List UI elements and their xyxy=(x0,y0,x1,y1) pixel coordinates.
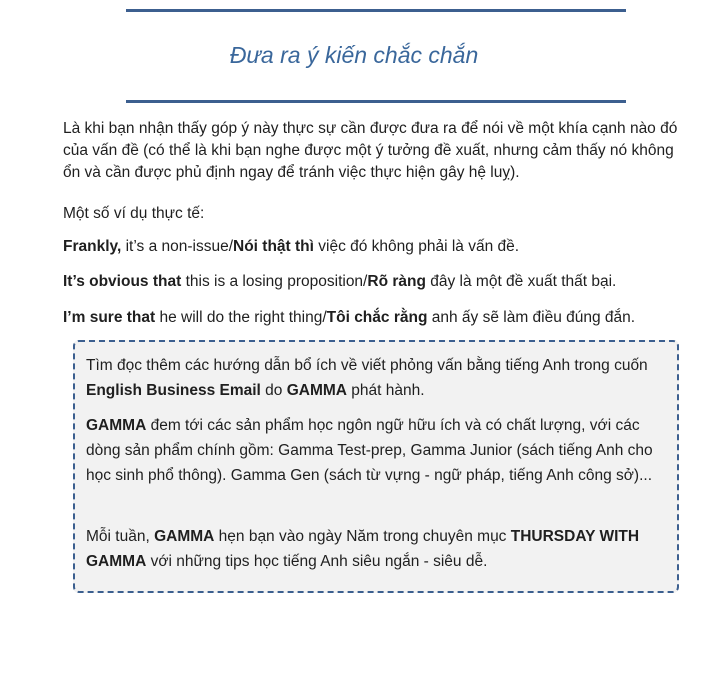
heading-bottom-rule xyxy=(126,100,626,103)
example-english-phrase: I’m sure that xyxy=(63,309,156,326)
section-heading: Đưa ra ý kiến chắc chắn xyxy=(229,42,479,68)
info-text: phát hành. xyxy=(347,382,425,399)
example-vietnamese-phrase: Nói thật thì xyxy=(233,238,314,255)
example-english-phrase: It’s obvious that xyxy=(63,273,182,290)
example-vietnamese-phrase: Tôi chắc rằng xyxy=(326,309,428,326)
example-sentence xyxy=(63,236,693,258)
book-title: English Business Email xyxy=(86,382,261,399)
example-vietnamese-phrase: Rõ ràng xyxy=(367,273,426,290)
example-sentence xyxy=(63,307,693,329)
info-text: hẹn bạn vào ngày Năm trong chuyên mục xyxy=(214,528,511,545)
example-vietnamese-text: việc đó không phải là vấn đề. xyxy=(313,238,520,255)
example-english-text: it’s a non-issue/ xyxy=(121,238,234,255)
info-paragraph-products xyxy=(86,413,668,488)
info-text: đem tới các sản phẩm học ngôn ngữ hữu ích và có chất lượng, với các dòng sản phẩm chính gồm: Gamma Test-prep, Gamma Junior (sách tiếng Anh cho học sinh phổ thông). Gamma Gen (sách từ vựng - ngữ pháp, tiếng Anh công sở)... xyxy=(86,417,653,484)
example-sentence xyxy=(63,271,693,293)
example-english-phrase: Frankly, xyxy=(63,238,122,255)
intro-paragraph: Là khi bạn nhận thấy góp ý này thực sự cần được đưa ra để nói về một khía cạnh nào đó của vấn đề (có thể là khi bạn nghe được một ý tưởng đề xuất, nhưng cảm thấy nó không ổn và cần được phủ định ngay để tránh việc thực hiện gây hệ luỵ). xyxy=(63,120,678,181)
brand-name: GAMMA xyxy=(154,528,215,545)
brand-name: GAMMA xyxy=(86,417,147,434)
heading-top-rule xyxy=(126,9,626,12)
brand-name: GAMMA xyxy=(286,382,347,399)
info-paragraph-weekly xyxy=(86,524,668,574)
column-name: THURSDAY WITH GAMMA xyxy=(86,528,640,570)
info-text: Tìm đọc thêm các hướng dẫn bổ ích về viết phỏng vấn bằng tiếng Anh trong cuốn xyxy=(86,357,648,374)
info-text: với những tips học tiếng Anh siêu ngắn - siêu dễ. xyxy=(146,553,488,570)
example-english-text: he will do the right thing/ xyxy=(155,309,327,326)
info-text: do xyxy=(260,382,287,399)
info-text: Mỗi tuần, xyxy=(86,528,155,545)
example-vietnamese-text: anh ấy sẽ làm điều đúng đắn. xyxy=(427,309,636,326)
example-english-text: this is a losing proposition/ xyxy=(181,273,368,290)
example-vietnamese-text: đây là một đề xuất thất bại. xyxy=(425,273,617,290)
info-paragraph-book xyxy=(86,353,668,403)
gamma-info-box xyxy=(73,340,679,593)
examples-intro: Một số ví dụ thực tế: xyxy=(63,205,205,222)
